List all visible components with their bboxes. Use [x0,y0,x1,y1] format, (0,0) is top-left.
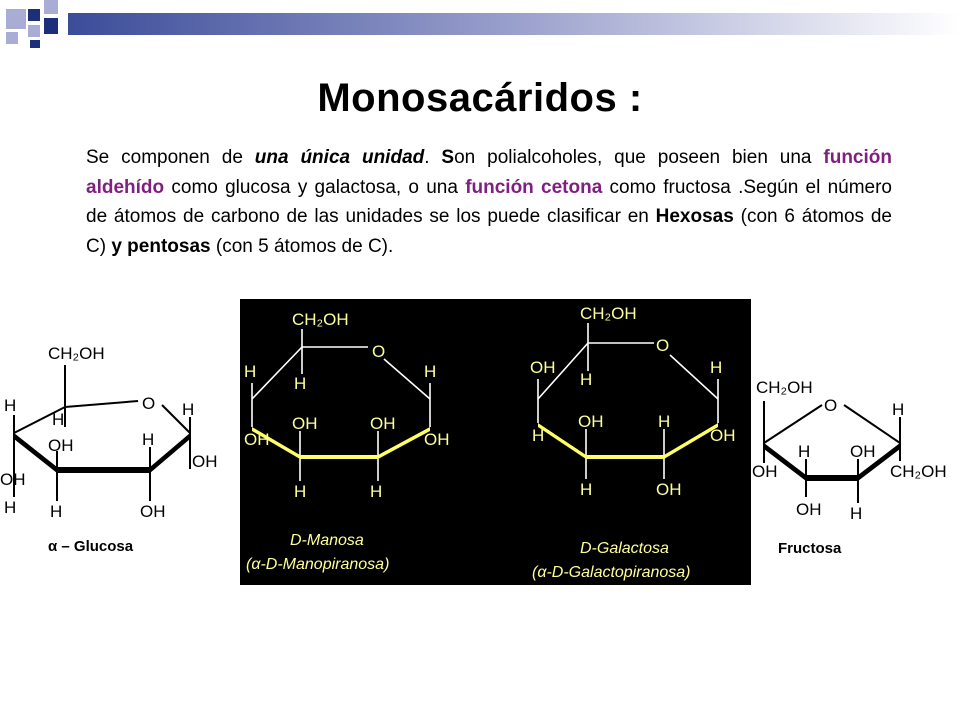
galactose-h-label: H [580,480,593,499]
glucose-oh-label: OH [192,452,218,471]
glucose-caption: α – Glucosa [48,538,134,555]
paragraph-text: como glucosa y galactosa, o una [164,176,466,198]
fructose-oh-label: OH [796,500,822,519]
galactose-h-label: H [532,426,545,445]
galactose-ring-oxygen: O [656,336,670,355]
galactose-h-label: H [710,358,723,377]
slide-title: Monosacáridos : [317,76,643,120]
mannose-full-name: (α-D-Manopiranosa) [246,556,390,573]
mannose-ch2oh-label: CH₂OH [292,310,349,329]
galactose-oh-label: OH [656,480,682,499]
header-square [28,9,40,21]
fructose-ch2oh-label: CH₂OH [756,378,813,397]
emphasis-unique-unit: una única unidad [254,147,425,168]
fructose-h-label: H [892,400,905,419]
glucose-oh-label: OH [48,436,74,455]
glucose-structure [0,335,232,565]
glucose-oh-label: OH [140,502,166,521]
fructose-structure [752,365,960,560]
paragraph-text: (con 6 átomos de C) [86,206,892,257]
galactose-h-label: H [658,412,671,431]
fructose-caption: Fructosa [778,540,842,557]
term-hexoses: Hexosas [655,206,734,227]
fructose-oh-label: OH [850,442,876,461]
glucose-h-label: H [52,410,65,429]
header-square [28,25,40,37]
galactose-oh-label: OH [530,358,556,377]
galactose-ch2oh-label: CH₂OH [580,304,637,323]
mannose-h-label: H [294,482,307,501]
mannose-h-label: H [424,362,437,381]
paragraph-text: Se componen de [86,147,255,168]
glucose-oh-label: OH [0,470,26,489]
paragraph-text: como fructosa .Según el número de átomos de carbono de las unidades se los puede clasificar en [86,176,892,227]
pyranose-panel [240,299,751,585]
glucose-h-label: H [50,502,63,521]
mannose-h-label: H [244,362,257,381]
slide-header-decoration [0,0,960,48]
mannose-oh-label: OH [292,414,318,433]
mannose-h-label: H [294,374,307,393]
galactose-h-label: H [580,370,593,389]
mannose-h-label: H [370,482,383,501]
header-square [30,40,40,48]
header-square [6,32,18,44]
mannose-oh-label: OH [424,430,450,449]
term-aldehyde-function: función aldehído [86,147,892,198]
header-square [44,0,58,14]
mannose-oh-label: OH [244,430,270,449]
header-square [44,18,58,34]
term-pentoses: y pentosas [111,235,211,257]
mannose-oh-label: OH [370,414,396,433]
glucose-h-label: H [182,400,195,419]
mannose-ring-oxygen: O [372,342,386,361]
paragraph-text: . [424,147,442,168]
slide-paragraph [86,143,892,261]
glucose-h-label: H [4,498,17,517]
paragraph-text: (con 5 átomos de C). [210,235,394,257]
galactose-name: D-Galactosa [580,540,669,557]
fructose-ch2oh-label: CH₂OH [890,462,947,481]
header-square [6,9,26,29]
header-gradient-band [68,13,960,35]
fructose-oh-label: OH [752,462,778,481]
term-ketone-function: función cetona [465,176,603,198]
mannose-name: D-Manosa [290,532,364,549]
glucose-ring-oxygen: O [142,394,156,413]
fructose-h-label: H [850,504,863,523]
glucose-ch2oh-label: CH₂OH [48,344,105,363]
glucose-h-label: H [142,430,155,449]
glucose-h-label: H [4,396,17,415]
fructose-ring-oxygen: O [824,396,838,415]
galactose-full-name: (α-D-Galactopiranosa) [532,564,691,581]
fructose-h-label: H [798,442,811,461]
galactose-oh-label: OH [710,426,736,445]
paragraph-text: on polialcoholes, que poseen bien una [454,147,824,168]
galactose-oh-label: OH [578,412,604,431]
paragraph-bold-letter: S [441,147,455,168]
